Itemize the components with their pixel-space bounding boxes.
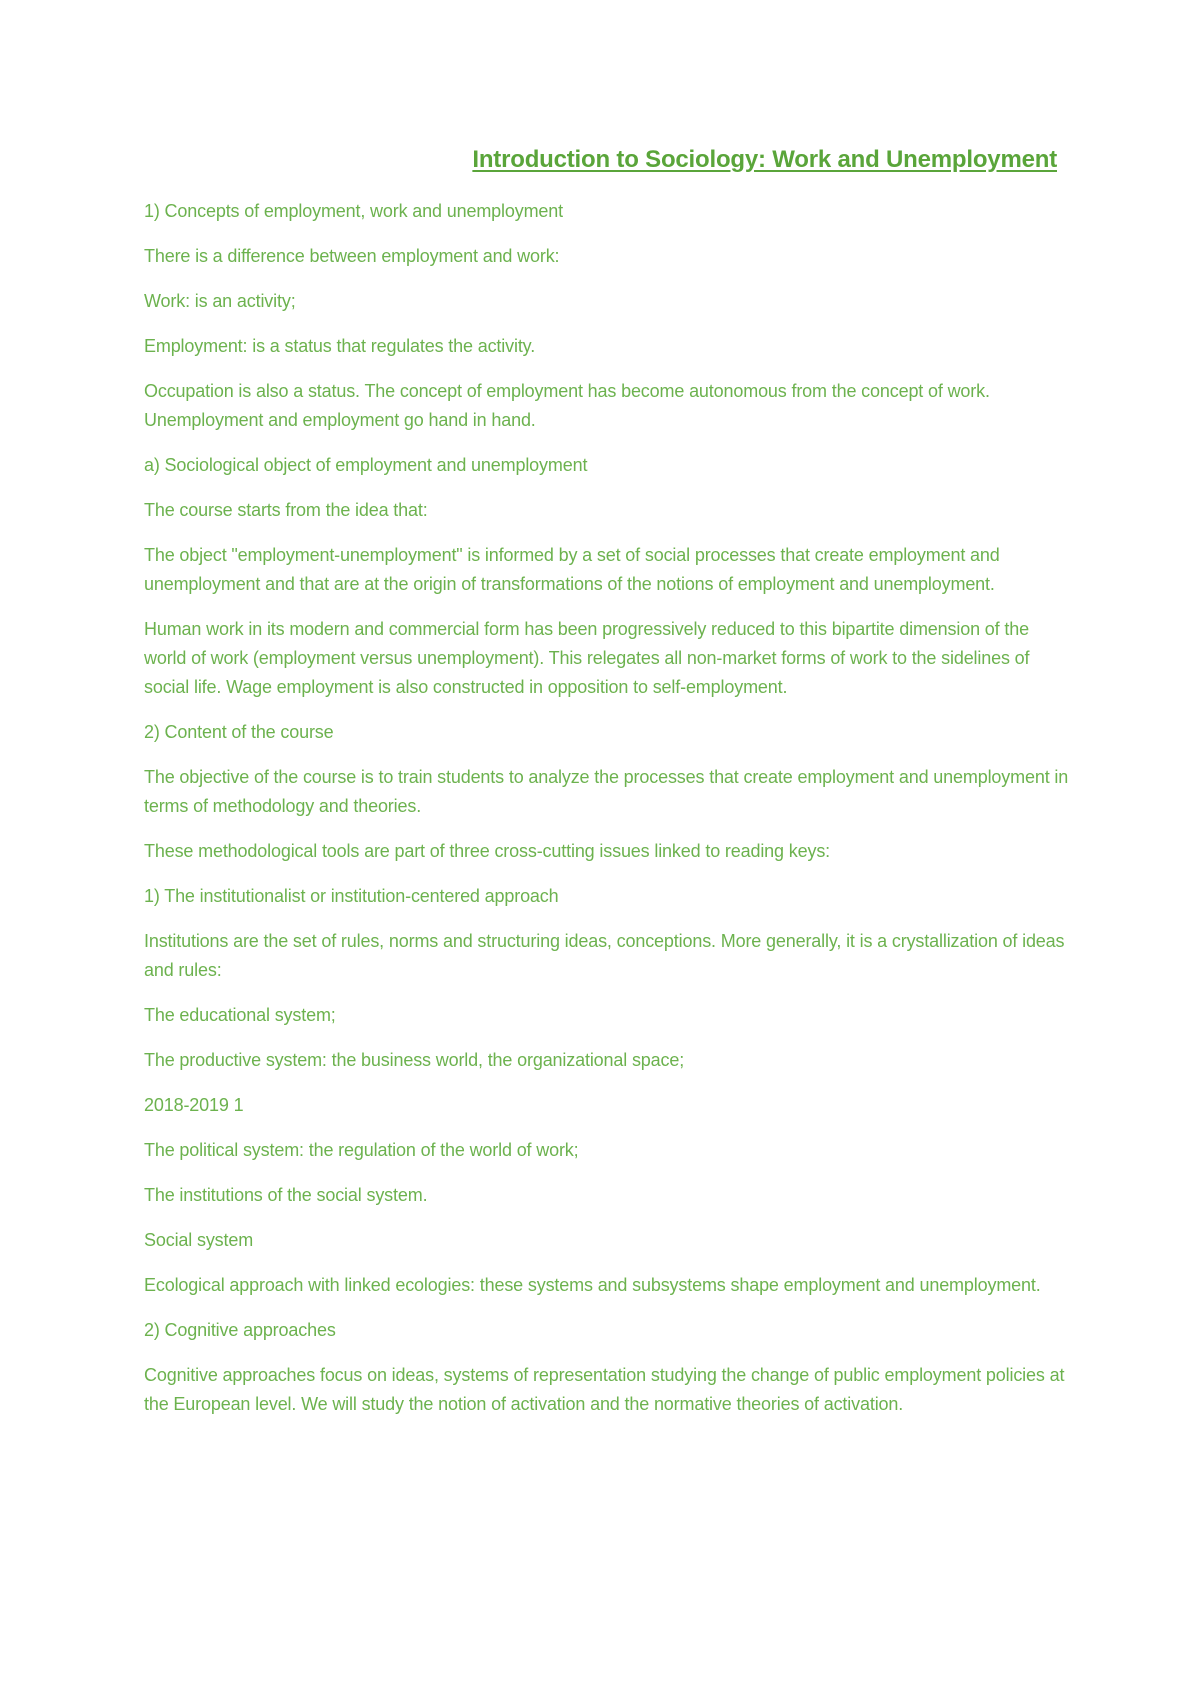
paragraph-difference: There is a difference between employment and work: [144, 246, 560, 266]
paragraph-course-idea: The course starts from the idea that: [144, 500, 428, 520]
heading-content: 2) Content of the course [144, 722, 334, 742]
list-item-productive-system: The productive system: the business world, the organizational space; [144, 1050, 685, 1070]
heading-institutionalist: 1) The institutionalist or institution-centered approach [144, 886, 559, 906]
heading-concepts: 1) Concepts of employment, work and unemployment [144, 201, 564, 221]
paragraph-methodological-tools: These methodological tools are part of three cross-cutting issues linked to reading keys: [144, 841, 831, 861]
paragraph-social-system: Social system [144, 1230, 254, 1250]
document-title: Introduction to Sociology: Work and Unemployment [472, 146, 1057, 173]
heading-cognitive-approaches: 2) Cognitive approaches [144, 1320, 336, 1340]
document-body [144, 197, 1069, 1435]
paragraph-institutions: Institutions are the set of rules, norms and structuring ideas, conceptions. More generally, it is a crystallization of ideas and rules: [144, 931, 1065, 980]
paragraph-employment-definition: Employment: is a status that regulates the activity. [144, 336, 536, 356]
paragraph-ecological-approach: Ecological approach with linked ecologies: these systems and subsystems shape employment and unemployment. [144, 1275, 1041, 1295]
paragraph-work-definition: Work: is an activity; [144, 291, 296, 311]
list-item-political-system: The political system: the regulation of the world of work; [144, 1140, 579, 1160]
heading-sociological-object: a) Sociological object of employment and unemployment [144, 455, 588, 475]
paragraph-human-work: Human work in its modern and commercial form has been progressively reduced to this bipartite dimension of the world of work (employment versus unemployment). This relegates all non-market forms of work to the sidelines of social life. Wage employment is also constructed in opposition to self-employment. [144, 619, 1030, 697]
list-item-social-institutions: The institutions of the social system. [144, 1185, 428, 1205]
paragraph-cognitive-approaches: Cognitive approaches focus on ideas, systems of representation studying the change of public employment policies at the European level. We will study the notion of activation and the normative theories of activation. [144, 1365, 1065, 1414]
list-item-educational-system: The educational system; [144, 1005, 336, 1025]
paragraph-occupation: Occupation is also a status. The concept of employment has become autonomous from the concept of work. Unemployment and employment go hand in hand. [144, 381, 990, 430]
paragraph-objective: The objective of the course is to train students to analyze the processes that create employment and unemployment in terms of methodology and theories. [144, 767, 1069, 816]
page-footer-marker: 2018-2019 1 [144, 1095, 244, 1115]
paragraph-object-definition: The object "employment-unemployment" is informed by a set of social processes that create employment and unemployment and that are at the origin of transformations of the notions of employment and unemployment. [144, 545, 1000, 594]
